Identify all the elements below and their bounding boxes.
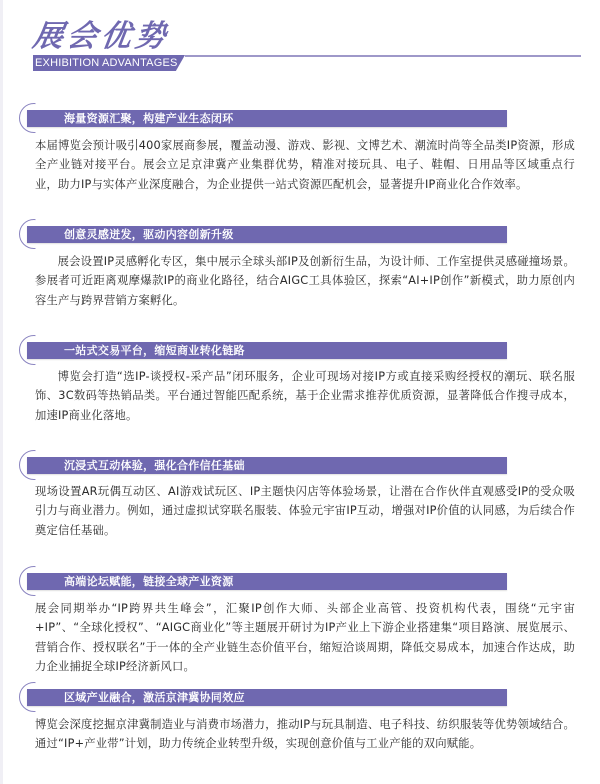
section-heading: 创意灵感迸发，驱动内容创新升级 (64, 228, 234, 241)
section-heading-bar (27, 342, 507, 359)
section-heading-bar (27, 689, 507, 706)
section-heading: 区域产业融合，激活京津冀协同效应 (64, 691, 245, 704)
section-body: 展会同期举办“IP跨界共生峰会”，汇聚IP创作大师、头部企业高管、投资机构代表，围绕“元宇宙+IP”、“全球化授权”、“AIGC商业化”等主题展开研讨为IP产业上下游企业搭建集“项目路演、展览展示、营销合作、授权联名”于一体的全产业链生态价值平台，缩短洽谈周期，降低交易成本，加速合作达成，助力企业捕捉全球IP经济新风口。 (35, 602, 575, 673)
section-heading-bar (27, 110, 507, 127)
section-body: 展会设置IP灵感孵化专区，集中展示全球头部IP及创新衍生品，为设计师、工作室提供灵感碰撞场景。参展者可近距离观摩爆款IP的商业化路径，结合AIGC工具体验区，探索“AI+IP创作”新模式，助力原创内容生产与跨界营销方案孵化。 (35, 255, 575, 307)
section-heading: 一站式交易平台，缩短商业转化链路 (64, 344, 245, 357)
section-heading: 海量资源汇聚，构建产业生态闭环 (64, 112, 234, 125)
section-body: 本届博览会预计吸引400家展商参展，覆盖动漫、游戏、影视、文博艺术、潮流时尚等全品类IP资源，形成全产业链对接平台。展会立足京津冀产业集群优势，精准对接玩具、电子、鞋帽、日用品等区域重点行业，助力IP与实体产业深度融合，为企业提供一站式资源匹配机会，显著提升IP商业化合作效率。 (35, 139, 575, 191)
page-edge (0, 0, 3, 784)
header-divider (185, 55, 581, 57)
page-subtitle: EXHIBITION ADVANTAGES (35, 57, 178, 69)
section-heading-bar (27, 226, 507, 243)
section-heading-bar (27, 457, 507, 474)
section-body: 现场设置AR玩偶互动区、AI游戏试玩区、IP主题快闪店等体验场景，让潜在合作伙伴直观感受IP的受众吸引力与商业潜力。例如，通过虚拟试穿联名服装、体验元宇宙IP互动，增强对IP价值的认同感，为后续合作奠定信任基础。 (35, 485, 575, 537)
section-heading: 高端论坛赋能，链接全球产业资源 (64, 575, 234, 588)
section-body: 博览会深度挖掘京津冀制造业与消费市场潜力，推动IP与玩具制造、电子科技、纺织服装等优势领域结合。通过“IP+产业带”计划，助力传统企业转型升级，实现创意价值与工业产能的双向赋能。 (35, 718, 575, 751)
section-heading: 沉浸式互动体验，强化合作信任基础 (64, 459, 245, 472)
section-heading-bar (27, 573, 507, 590)
page-title: 展会优势 (30, 19, 172, 54)
section-body: 博览会打造“选IP-谈授权-采产品”闭环服务，企业可现场对接IP方或直接采购经授权的潮玩、联名服饰、3C数码等热销品类。平台通过智能匹配系统，基于企业需求推荐优质资源，显著降低合作搜寻成本，加速IP商业化落地。 (35, 370, 575, 422)
